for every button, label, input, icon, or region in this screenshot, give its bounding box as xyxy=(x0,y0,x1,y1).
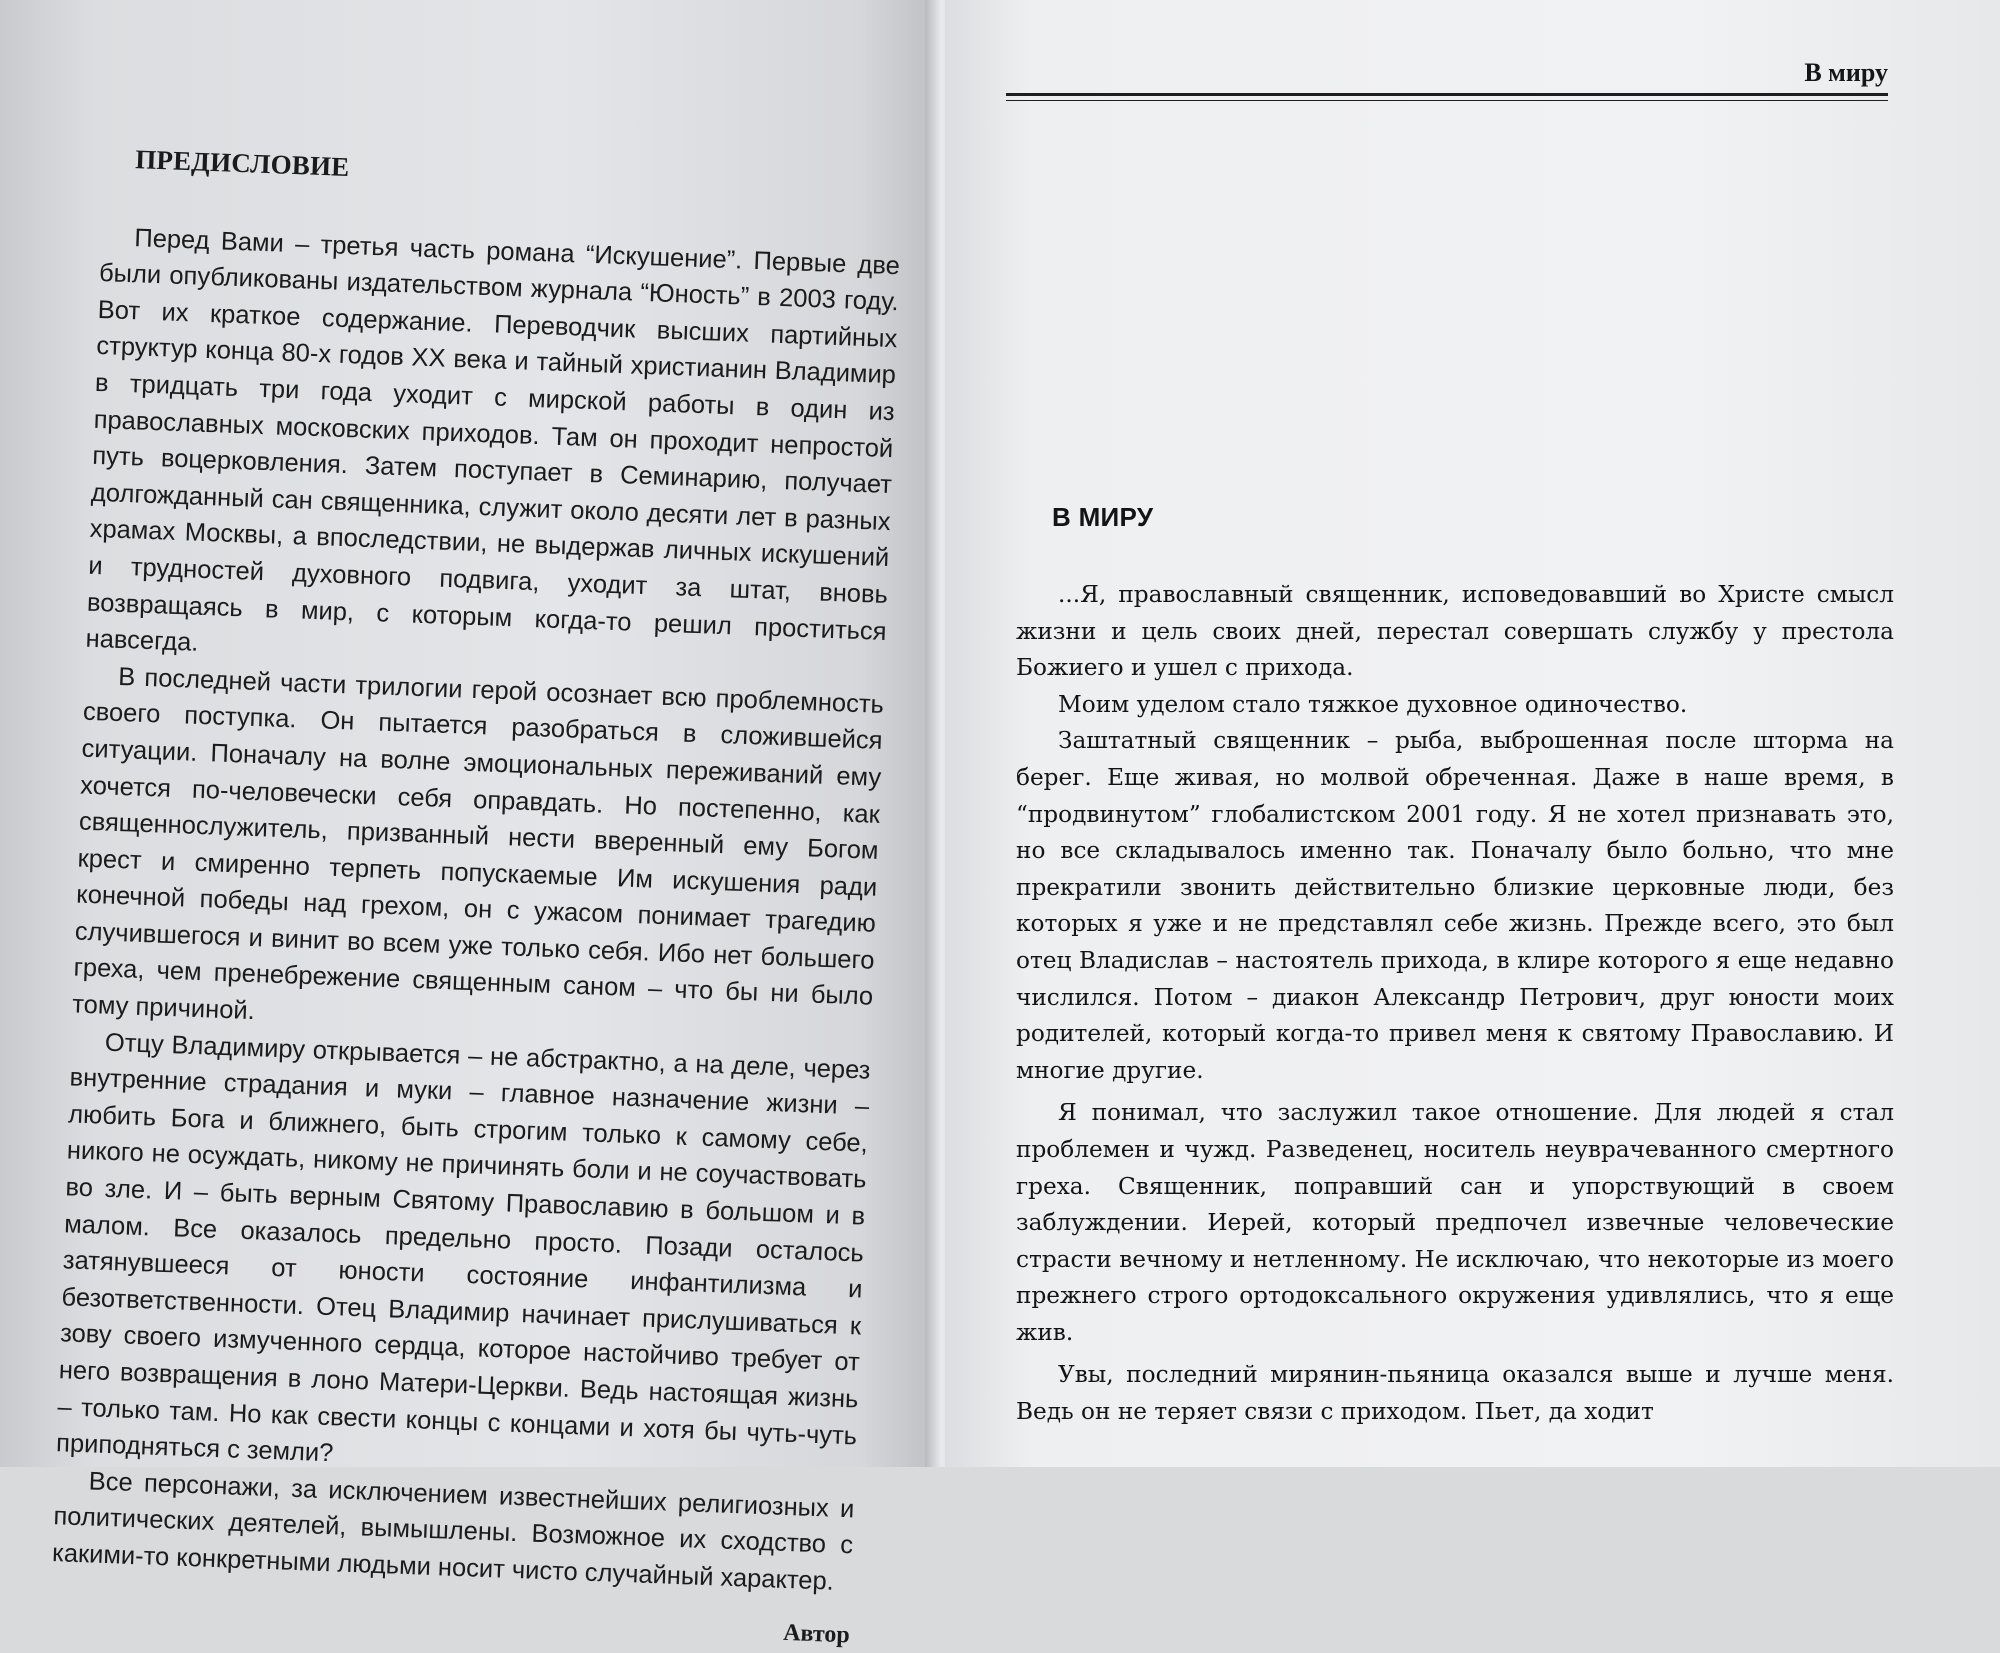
chapter-heading: В МИРУ xyxy=(1052,502,1154,532)
header-rule-thin xyxy=(1006,100,1888,101)
preface-paragraph-2: В последней части трилогии герой осознает всю проблемность своего поступка. Он пытается разобраться в сложившейся ситуации. Поначалу на волне эмоциональных переживаний ему хочется по-человечески себя оправдать. Но постепенно, как священнослужитель, призванный нести вверенный ему Богом крест и смиренно терпеть попускаемые Им искушения ради конечной победы над грехом, он с ужасом понимает трагедию случившегося и винит во всем уже только себя. Ибо нет большего греха, чем пренебрежение священным саном – что бы ни было тому причиной. xyxy=(71,662,885,1026)
chapter-paragraph-2: Моим уделом стало тяжкое духовное одиночество. xyxy=(1058,690,1688,718)
chapter-paragraph-4: Я понимал, что заслужил такое отношение. Для людей я стал проблемен и чужд. Разведенец, носитель неуврачеванного смертного греха. Священник, поправший сан и упорствующий в своем заблуждении. Иерей, который предпочел извечные человеческие страсти вечному и нетленному. Не исключаю, что некоторые из моего прежнего строго ортодоксального окружения удивлялись, что я еще жив. xyxy=(1016,1099,1894,1346)
bleed-through-text xyxy=(1010,135,1890,515)
left-page xyxy=(0,0,935,1648)
preface-paragraph-1: Перед Вами – третья часть романа “Искушение”. Первые две были опубликованы издательством журнала “Юность” в 2003 году. Вот их краткое содержание. Переводчик высших партийных структур конца 80-х годов XX века и тайный христианин Владимир в тридцать три года уходит с мирской работы в один из православных московских приходов. Там он проходит непростой путь воцерковления. Затем поступает в Семинарию, получает долгожданный сан священника, служит около десяти лет в разных храмах Москвы, а впоследствии, не выдержав личных искушений и трудностей духовного подвига, уходит за штат, вновь возвращаясь в мир, с которым когда-то решил проститься навсегда. xyxy=(85,223,901,657)
preface-paragraph-4: Все персонажи, за исключением известнейших религиозных и политических деятелей, вымышлены. Возможное их сходство с какими-то конкретными людьми носит чисто случайный характер. xyxy=(51,1467,855,1596)
header-rule-thick xyxy=(1006,93,1888,96)
running-head: В миру xyxy=(1804,58,1888,87)
left-page-text xyxy=(50,140,904,1653)
preface-paragraph-3: Отцу Владимиру открывается – не абстрактно, а на деле, через внутренние страдания и муки – главное назначение жизни – любить Бога и ближнего, быть строгим только к самому себе, никого не осуждать, никому не причинять боли и не соучаствовать во зле. И – быть верным Святому Православию в большом и в малом. Все оказалось предельно просто. Позади осталось затянувшееся от юности состояние инфантилизма и безответственности. Отец Владимир начинает прислушиваться к зову своего измученного сердца, которое настойчиво требует от него возвращения в лоно Матери-Церкви. Ведь настоящая жизнь – только там. Но как свести концы с концами и хотя бы чуть-чуть приподняться с земли? xyxy=(55,1028,871,1468)
chapter-paragraph-1: ...Я, православный священник, исповедовавший во Христе смысл жизни и цель своих дней, перестал совершать службу у престола Божиего и ушел с прихода. xyxy=(1016,581,1894,682)
chapter-paragraph-3: Заштатный священник – рыба, выброшенная после шторма на берег. Еще живая, но молвой обреченная. Даже в наше время, в “продвинутом” глобалистском 2001 году. Я не хотел признавать это, но все складывалось именно так. Поначалу было больно, что мне прекратили звонить действительно близкие церковные люди, без которых я уже и не представлял себе жизнь. Прежде всего, это был отец Владислав – настоятель прихода, в клире которого я еще недавно числился. Потом – диакон Александр Петрович, друг юности моих родителей, который когда-то привел меня к святому Православию. И многие другие. xyxy=(1016,727,1894,1084)
preface-heading: ПРЕДИСЛОВИЕ xyxy=(134,144,350,183)
right-page-text xyxy=(1016,577,1894,1431)
chapter-paragraph-5: Увы, последний мирянин-пьяница оказался выше и лучше меня. Ведь он не теряет связи с приходом. Пьет, да ходит xyxy=(1016,1361,1894,1426)
preface-signature: Автор xyxy=(782,1619,851,1648)
